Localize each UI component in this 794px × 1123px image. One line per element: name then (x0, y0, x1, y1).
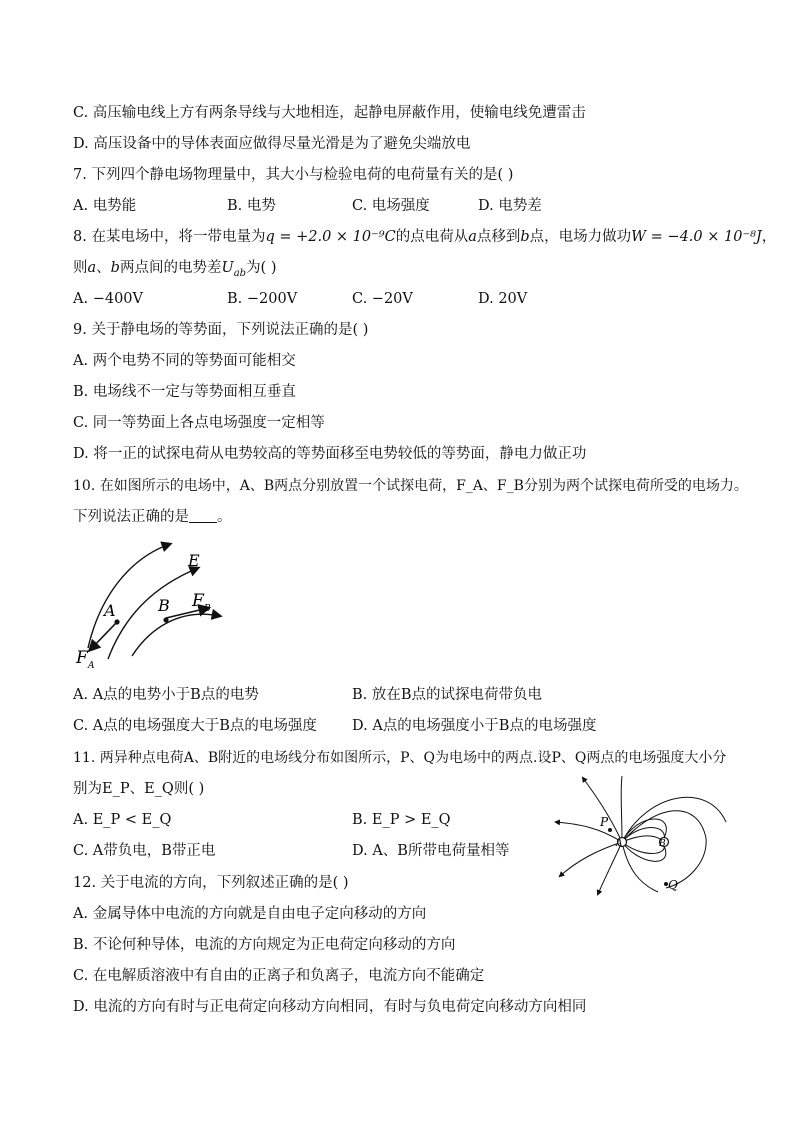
q9-option-c: C. 同一等势面上各点电场强度一定相等 (73, 415, 325, 431)
q8-point-a: a (468, 229, 477, 245)
q8-text: 为( ) (246, 260, 277, 276)
q12-option-d: D. 电流的方向有时与正电荷定向移动方向相同，有时与负电荷定向移动方向相同 (73, 999, 587, 1015)
outer-line-6 (621, 776, 622, 842)
label-fa-sub: A (88, 661, 95, 671)
q8-text: ， (761, 229, 777, 245)
q7-option-c: C. 电场强度 (352, 198, 430, 214)
label-charge-b: B (659, 839, 666, 849)
label-fa: F (76, 648, 88, 668)
q10-option-c: C. A点的电场强度大于B点的电场强度 (73, 718, 317, 734)
q8-text: 8. 在某电场中，将一带电量为 (73, 229, 266, 245)
q8-point-b: b (520, 229, 530, 245)
point-a-dot (114, 619, 119, 624)
q11-stem-line2: 别为E_P、E_Q则( ) (73, 781, 205, 797)
q8-voltage: U (221, 260, 234, 276)
outer-line-8 (622, 797, 726, 842)
label-p: P (600, 815, 609, 829)
q8-voltage-sub: ab (233, 267, 247, 279)
q11-option-a: A. E_P < E_Q (73, 812, 172, 828)
q10-option-b: B. 放在B点的试探电荷带负电 (352, 687, 543, 703)
q10-option-d: D. A点的电场强度小于B点的电场强度 (352, 718, 597, 734)
q8-option-b: B. −200V (227, 291, 298, 307)
q10-text: 下列说法正确的是 (73, 509, 189, 525)
q10-stem-line2 (73, 507, 232, 527)
q8-stem-line1 (73, 227, 776, 247)
q11-charges-figure (548, 772, 738, 896)
outer-line-3 (560, 842, 622, 876)
q10-answer-blank (189, 508, 217, 523)
point-b-dot (163, 617, 168, 622)
q8-charge: q = +2.0 × 10⁻⁹C (265, 229, 396, 245)
q8-text: 两点间的电势差 (119, 260, 222, 276)
q10-field-figure (70, 536, 240, 676)
label-b: B (158, 596, 170, 615)
field-line-inner (132, 614, 220, 656)
q11-option-b: B. E_P > E_Q (352, 812, 451, 828)
q12-stem: 12. 关于电流的方向，下列叙述正确的是( ) (73, 875, 349, 891)
q12-option-a: A. 金属导体中电流的方向就是自由电子定向移动的方向 (73, 906, 427, 922)
q11-option-d: D. A、B所带电荷量相等 (352, 843, 510, 859)
q11-stem-line1: 11. 两异种点电荷A、B附近的电场线分布如图所示，P、Q为电场中的两点.设P、Q两点的电场强度大小分 (73, 750, 727, 766)
q12-option-b: B. 不论何种导体，电流的方向规定为正电荷定向移动的方向 (73, 937, 456, 953)
q8-stem-line2 (73, 258, 277, 284)
point-p-dot (608, 828, 612, 832)
label-fb: F (192, 591, 204, 611)
q8-option-a: A. −400V (73, 291, 143, 307)
label-fb-sub: B (204, 604, 211, 614)
q8-text: 的点电荷从 (395, 229, 469, 245)
q10-option-a: A. A点的电势小于B点的电势 (73, 687, 259, 703)
q6-option-d: D. 高压设备中的导体表面应做得尽量光滑是为了避免尖端放电 (73, 136, 471, 152)
q10-stem-line1: 10. 在如图所示的电场中，A、B两点分别放置一个试探电荷，F_A、F_B分别为两个试探电荷所受的电场力。 (73, 478, 748, 494)
q6-option-c: C. 高压输电线上方有两条导线与大地相连，起静电屏蔽作用，使输电线免遭雷击 (73, 105, 586, 121)
label-a: A (104, 601, 116, 620)
q8-text: 、 (96, 260, 111, 276)
label-charge-a: A (616, 839, 623, 849)
q10-text: 。 (217, 509, 232, 525)
q7-option-d: D. 电势差 (478, 198, 542, 214)
q11-option-c: C. A带负电，B带正电 (73, 843, 216, 859)
q9-stem: 9. 关于静电场的等势面，下列说法正确的是( ) (73, 322, 369, 338)
q7-option-a: A. 电势能 (73, 198, 137, 214)
q8-point-b: b (110, 260, 120, 276)
q8-text: 点移到 (476, 229, 521, 245)
q8-text: 点，电场力做功 (529, 229, 632, 245)
outer-line-5 (622, 842, 658, 892)
q9-option-b: B. 电场线不一定与等势面相互垂直 (73, 384, 296, 400)
q8-option-c: C. −20V (352, 291, 413, 307)
q8-work: W = −4.0 × 10⁻⁸J (631, 229, 762, 245)
label-q: Q (668, 878, 678, 892)
q8-option-d: D. 20V (478, 291, 528, 307)
q7-option-b: B. 电势 (227, 198, 276, 214)
q7-stem: 7. 下列四个静电场物理量中，其大小与检验电荷的电荷量有关的是( ) (73, 167, 514, 183)
q9-option-d: D. 将一正的试探电荷从电势较高的等势面移至电势较低的等势面，静电力做正功 (73, 446, 587, 462)
loop-line-5 (622, 836, 664, 842)
outer-line-2 (556, 822, 622, 842)
q8-text: 则 (73, 260, 88, 276)
q9-option-a: A. 两个电势不同的等势面可能相交 (73, 353, 296, 369)
q12-option-c: C. 在电解质溶液中有自由的正离子和负离子，电流方向不能确定 (73, 968, 485, 984)
label-e: E (188, 551, 200, 570)
q8-point-a: a (87, 260, 97, 276)
